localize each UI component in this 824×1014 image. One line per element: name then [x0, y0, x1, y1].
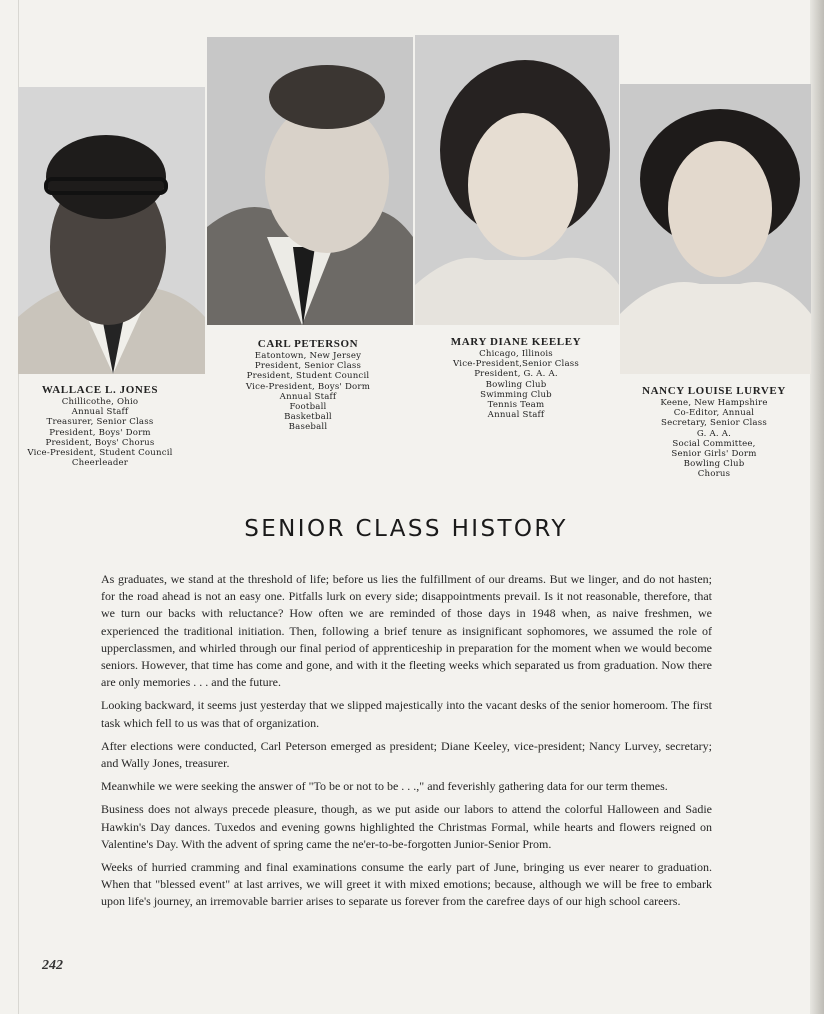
caption-carl-peterson [210, 338, 406, 433]
senior-detail-line: Treasurer, Senior Class [46, 417, 154, 428]
senior-detail-line: Tennis Team [487, 400, 545, 411]
history-paragraph: After elections were conducted, Carl Peterson emerged as president; Diane Keeley, vice-president; Nancy Lurvey, secretary; and Wally Jones, treasurer. [101, 738, 712, 771]
senior-detail-line: Annual Staff [71, 407, 129, 418]
senior-detail-line: Chorus [697, 469, 731, 480]
senior-detail-line: Bowling Club [485, 379, 547, 390]
caption-nancy-lurvey [614, 385, 814, 480]
senior-detail-line: Baseball [288, 422, 328, 433]
senior-detail-line: President, G. A. A. [474, 369, 558, 380]
page-right-edge [810, 0, 824, 1014]
senior-detail-line: Football [289, 402, 327, 413]
history-paragraph: Business does not always precede pleasure, though, as we put aside our labors to attend the colorful Halloween and Sadie Hawkin's Day dances. Tuxedos and evening gowns highlighted the Christmas Formal, while hearts and flowers reigned on Valentine's Day. With the advent of spring came the ne'er-to-be-forgotten Junior-Senior Prom. [101, 802, 712, 851]
history-paragraph: Weeks of hurried cramming and final examinations consume the early part of June, bringing us ever nearer to graduation. When that "blessed event" at last arrives, we will greet it with mixed emotions; because, although we will be free to embark upon life's journey, an irremovable barrier arises to separate us forever from the carefree days of our high school careers. [101, 860, 712, 909]
portrait-photo-nancy-lurvey [620, 84, 811, 374]
history-paragraph: As graduates, we stand at the threshold of life; before us lies the fulfillment of our dreams. But we linger, and do not hasten; for the road ahead is not an easy one. Pitfalls lurk on every side; disappointments prevail. Is it not reasonable, therefore, that we turn our backs with reluctance? How often we are reminded of those days in 1948 when, as naive freshmen, we experienced the traditional initiation. Then, following a brief tenure as insignificant sophomores, we assumed the role of upperclassmen, and whirled through our final period of apprenticeship in preparation for the moment when we would become seniors. However, that time has come and gone, and with it the fleeting weeks which separated us from graduation. Now there are only memories . . . and the future. [101, 572, 712, 690]
senior-detail-line: Annual Staff [487, 410, 545, 421]
portrait-photo-mary-keeley [415, 35, 619, 325]
senior-detail-line: Chillicothe, Ohio [61, 397, 139, 407]
senior-detail-line: Secretary, Senior Class [661, 418, 767, 429]
senior-detail-line: G. A. A. [696, 428, 732, 439]
history-paragraph: Looking backward, it seems just yesterday that we slipped majestically into the vacant desks of the senior homeroom. The first task which fell to us was that of organization. [101, 698, 712, 730]
senior-name: MARY DIANE KEELEY [450, 336, 582, 348]
history-paragraph: Meanwhile we were seeking the answer of "To be or not to be . . .," and feverishly gathering data for our term themes. [101, 779, 668, 794]
senior-detail-line: President, Senior Class [254, 361, 362, 372]
senior-detail-line: Vice-President, Student Council [27, 448, 173, 459]
senior-detail-line: Chicago, Illinois [479, 349, 553, 359]
senior-detail-line: Eatontown, New Jersey [254, 351, 362, 361]
senior-detail-line: Co-Editor, Annual [673, 408, 755, 419]
senior-detail-line: Bowling Club [683, 459, 745, 470]
senior-detail-line: Senior Girls' Dorm [671, 449, 757, 460]
senior-detail-line: Cheerleader [71, 458, 129, 469]
page-number: 242 [42, 958, 63, 973]
portrait-photo-wallace-jones [18, 87, 205, 374]
senior-name: CARL PETERSON [257, 338, 359, 350]
senior-detail-line: Vice-President,Senior Class [453, 359, 579, 370]
senior-detail-line: Social Committee, [672, 438, 756, 449]
caption-mary-keeley [418, 336, 614, 420]
history-body [101, 571, 712, 917]
senior-detail-line: Vice-President, Boys' Dorm [245, 381, 371, 392]
caption-wallace-jones [2, 384, 198, 468]
senior-detail-line: Keene, New Hampshire [660, 398, 768, 408]
senior-name: NANCY LOUISE LURVEY [642, 385, 786, 397]
page-binding-edge [0, 0, 19, 1014]
portrait-photo-carl-peterson [207, 37, 413, 325]
senior-detail-line: President, Boys' Chorus [45, 437, 155, 448]
senior-detail-line: Basketball [284, 412, 332, 423]
page-title: SENIOR CLASS HISTORY [244, 516, 568, 542]
senior-name: WALLACE L. JONES [41, 384, 159, 396]
senior-detail-line: President, Boys' Dorm [49, 427, 151, 438]
senior-detail-line: Swimming Club [480, 389, 552, 400]
senior-detail-line: President, Student Council [246, 371, 370, 382]
senior-detail-line: Annual Staff [279, 391, 337, 402]
